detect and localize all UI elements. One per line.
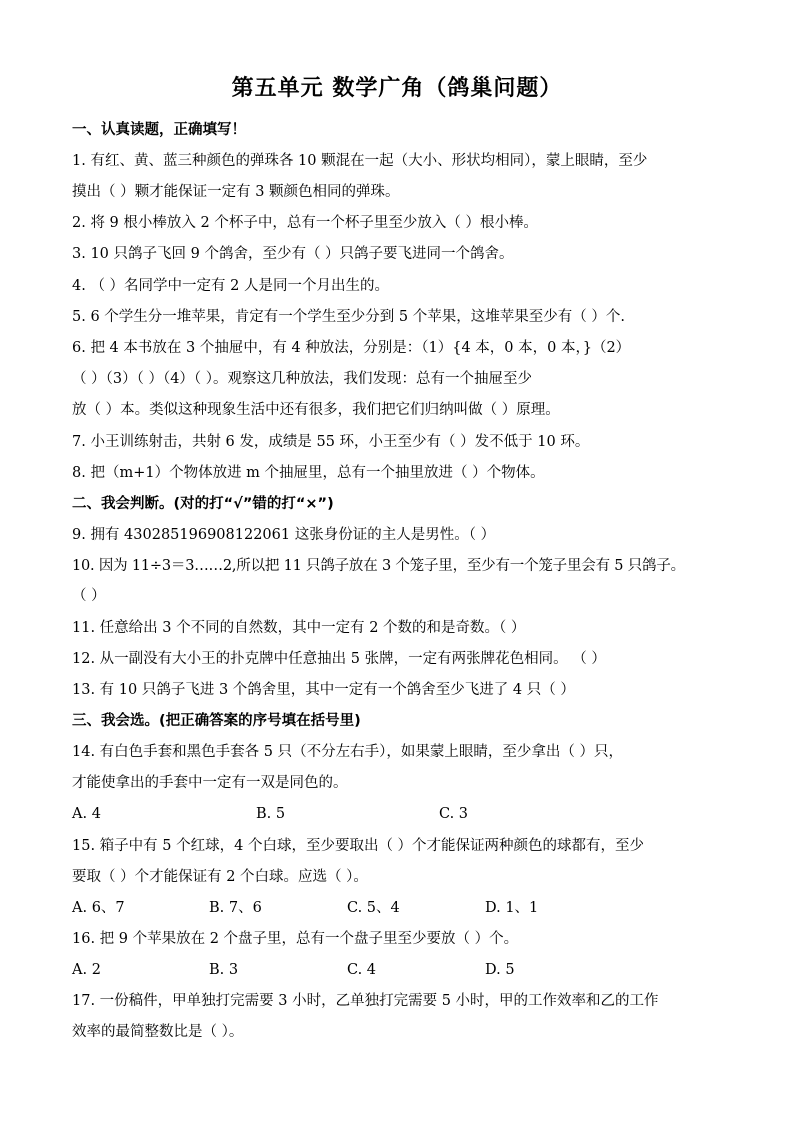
option-d: D. 5 — [485, 962, 515, 978]
question-line: 15. 箱子中有 5 个红球，4 个白球，至少要取出（ ）个才能保证两种颜色的球都有，至少 — [72, 838, 645, 854]
question-line: 10. 因为 11÷3＝3……2,所以把 11 只鸽子放在 3 个笼子里，至少有一个笼子里会有 5 只鸽子。 — [72, 558, 685, 574]
question-line: 才能使拿出的手套中一定有一双是同色的。 — [72, 775, 348, 791]
option-a: A. 2 — [72, 962, 101, 978]
question-line: 14. 有白色手套和黑色手套各 5 只（不分左右手），如果蒙上眼睛，至少拿出（ ）只， — [72, 744, 623, 760]
option-d: D. 1、1 — [485, 900, 539, 916]
question-line: 要取（ ）个才能保证有 2 个白球。应选（ ）。 — [72, 869, 368, 885]
question-line: 12. 从一副没有大小王的扑克牌中任意抽出 5 张牌，一定有两张牌花色相同。 （ ） — [72, 651, 606, 667]
question-line: （ ）（3）（ ）（4）（ ）。观察这几种放法，我们发现：总有一个抽屉至少 — [72, 371, 533, 387]
option-c: C. 4 — [347, 962, 377, 978]
option-b: B. 5 — [256, 806, 286, 822]
question-line: 效率的最简整数比是（ ）。 — [72, 1024, 244, 1040]
section-heading-2: 二、我会判断。(对的打“√”错的打“×”) — [72, 496, 334, 512]
question-line: 5. 6 个学生分一堆苹果，肯定有一个学生至少分到 5 个苹果，这堆苹果至少有（ ）个. — [72, 309, 625, 325]
section-heading-1: 一、认真读题，正确填写！ — [72, 122, 246, 138]
question-line: 9. 拥有 430285196908122061 这张身份证的主人是男性。（ ） — [72, 527, 496, 543]
option-c: C. 3 — [439, 806, 469, 822]
question-line: 4. （ ）名同学中一定有 2 人是同一个月出生的。 — [72, 278, 389, 294]
page-title: 第五单元 数学广角（鸽巢问题） — [231, 76, 563, 101]
question-line: 11. 任意给出 3 个不同的自然数，其中一定有 2 个数的和是奇数。（ ） — [72, 620, 526, 636]
question-line: 17. 一份稿件，甲单独打完需要 3 小时，乙单独打完需要 5 小时，甲的工作效率和乙的工作 — [72, 993, 659, 1009]
question-line: 16. 把 9 个苹果放在 2 个盘子里，总有一个盘子里至少要放（ ）个。 — [72, 931, 519, 947]
question-line: 3. 10 只鸽子飞回 9 个鸽舍，至少有（ ）只鸽子要飞进同一个鸽舍。 — [72, 246, 514, 262]
question-line: 1. 有红、黄、蓝三种颜色的弹珠各 10 颗混在一起（大小、形状均相同），蒙上眼睛，至少 — [72, 153, 648, 169]
option-b: B. 7、6 — [209, 900, 262, 916]
question-line: 8. 把（m+1）个物体放进 m 个抽屉里，总有一个抽里放进（ ）个物体。 — [72, 465, 545, 481]
question-line: 13. 有 10 只鸽子飞进 3 个鸽舍里，其中一定有一个鸽舍至少飞进了 4 只（ ） — [72, 682, 575, 698]
option-a: A. 6、7 — [72, 900, 125, 916]
question-line: 放（ ）本。类似这种现象生活中还有很多，我们把它们归纳叫做（ ）原理。 — [72, 402, 560, 418]
option-c: C. 5、4 — [347, 900, 400, 916]
question-line: （ ） — [72, 588, 106, 604]
question-line: 7. 小王训练射击，共射 6 发，成绩是 55 环，小王至少有（ ）发不低于 10 环。 — [72, 434, 590, 450]
option-b: B. 3 — [209, 962, 239, 978]
question-line: 摸出（ ）颗才能保证一定有 3 颗颜色相同的弹珠。 — [72, 184, 400, 200]
question-line: 6. 把 4 本书放在 3 个抽屉中，有 4 种放法，分别是：（1）{4 本，0 本，0 本，}（2） — [72, 340, 631, 356]
option-a: A. 4 — [72, 806, 101, 822]
question-line: 2. 将 9 根小棒放入 2 个杯子中，总有一个杯子里至少放入（ ）根小棒。 — [72, 215, 538, 231]
section-heading-3: 三、我会选。(把正确答案的序号填在括号里) — [72, 713, 361, 729]
